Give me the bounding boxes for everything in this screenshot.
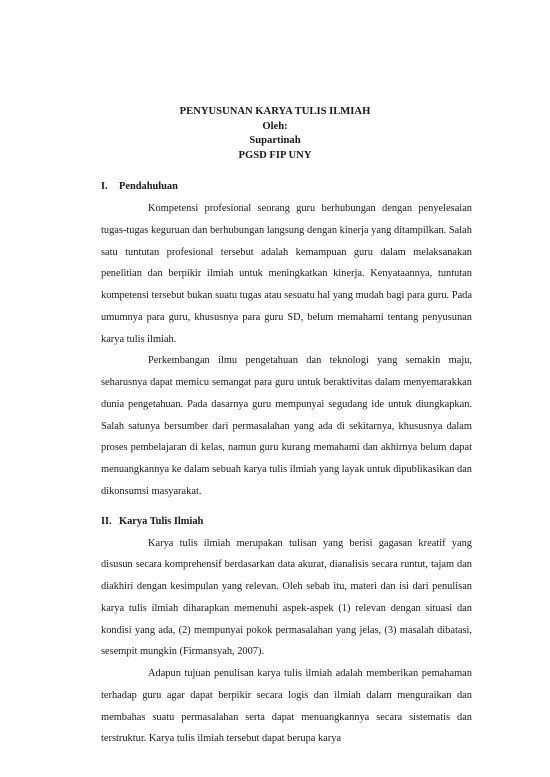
- section-heading: [101, 515, 472, 529]
- paragraph: Karya tulis ilmiah merupakan tulisan yang berisi gagasan kreatif yang disusun secara komprehensif berdasarkan data akurat, dianalisis secara runtut, tajam dan diakhiri dengan kesimpulan yang relevan. Oleh sebab itu, materi dan isi dari penulisan karya tulis ilmiah diharapkan memenuhi aspek-aspek (1) relevan dengan situasi dan kondisi yang ada, (2) mempunyai pokok permasalahan yang jelas, (3) masalah dibatasi, sesempit mungkin (Firmansyah, 2007).: [101, 537, 472, 658]
- section-pendahuluan: [101, 180, 472, 503]
- paragraph: Perkembangan ilmu pengetahuan dan teknologi yang semakin maju, seharusnya dapat memicu semangat para guru untuk beraktivitas dalam menyemarakkan dunia pengetahuan. Pada dasarnya guru mempunyai segudang ide untuk diungkapkan. Salah satunya bersumber dari permasalahan yang ada di sekitarnya, khususnya dalam proses pembelajaran di kelas, namun guru kurang memahami dan akhirnya belum dapat menuangkannya ke dalam sebuah karya tulis ilmiah yang layak untuk dipublikasikan dan dikonsumsi masyarakat.: [101, 355, 472, 497]
- title-block: [0, 105, 550, 163]
- document-title: PENYUSUNAN KARYA TULIS ILMIAH: [179, 106, 371, 117]
- section-number: I.: [101, 181, 108, 192]
- section-karya-tulis-ilmiah: [101, 515, 472, 751]
- section-number: II.: [101, 515, 112, 527]
- paragraph: Kompetensi profesional seorang guru berhubungan dengan penyelesaian tugas-tugas keguruan dan berhubungan langsung dengan kinerja yang ditampilkan. Salah satu tuntutan profesional tersebut adalah kemampuan guru dalam melaksanakan penelitian dan berpikir ilmiah untuk meningkatkan kinerja. Kenyataannya, tuntutan kompetensi tersebut bukan suatu tugas atau sesuatu hal yang mudah bagi para guru. Pada umumnya para guru, khususnya para guru SD, belum memahami tentang penyusunan karya tulis ilmiah.: [101, 203, 472, 345]
- section-title: Pendahuluan: [119, 181, 178, 192]
- section-title: Karya Tulis Ilmiah: [119, 515, 204, 527]
- author-name: Supartinah: [249, 135, 301, 146]
- section-heading: [101, 180, 472, 194]
- document-body: [101, 180, 472, 750]
- byline-label: Oleh:: [262, 120, 288, 132]
- paragraph: Adapun tujuan penulisan karya tulis ilmiah adalah memberikan pemahaman terhadap guru agar dapat berpikir secara logis dan ilmiah dalam menguraikan dan membahas suatu permasalahan serta dapat menuangkannya secara sistematis dan terstruktur. Karya tulis ilmiah tersebut dapat berupa karya: [101, 668, 472, 745]
- author-affiliation: PGSD FIP UNY: [238, 149, 312, 161]
